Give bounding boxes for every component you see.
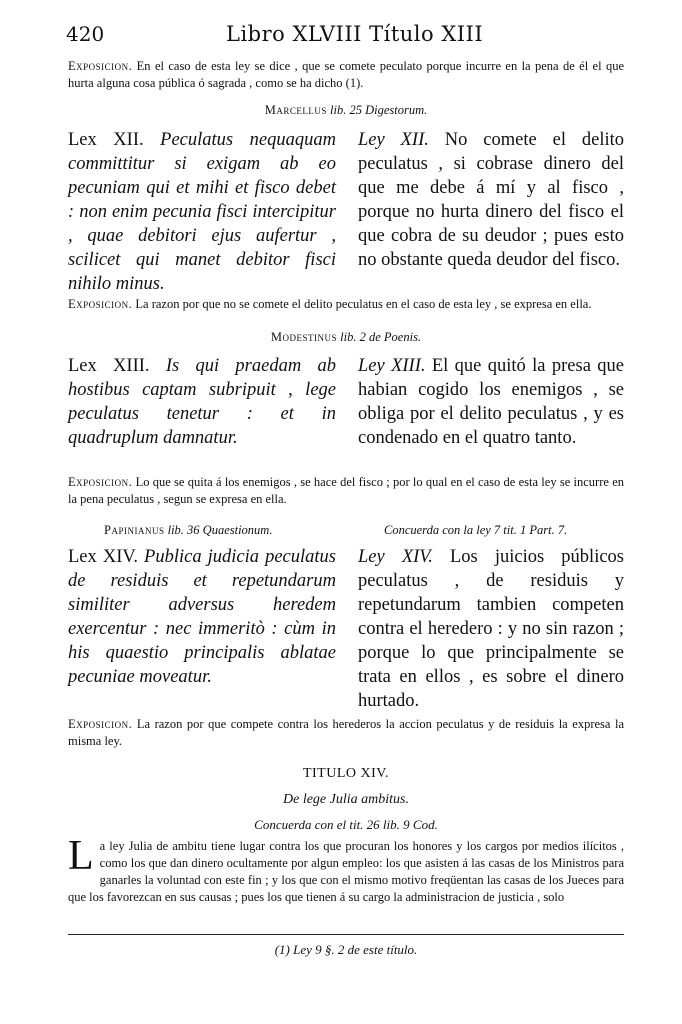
concordance-note: Concuerda con la ley 7 tit. 1 Part. 7. xyxy=(384,523,568,537)
ley-number: Ley XIII. xyxy=(358,356,426,376)
footnote: (1) Ley 9 §. 2 de este título. xyxy=(274,942,418,957)
source-line xyxy=(68,102,624,119)
latin-body: Publica judicia peculatus de residuis et repetundarum similiter adversus heredem exercentur : nec immeritò : cùm in his quaestio principalis ablatae pecuniae moveatur. xyxy=(68,547,336,687)
exposicion-paragraph xyxy=(68,716,624,750)
lex-number: Lex XII. xyxy=(68,130,144,150)
exposicion-label: Exposicion. xyxy=(68,475,133,489)
source-author: Marcellus xyxy=(264,103,327,117)
exposicion-text: La razon por que no se comete el delito peculatus en el caso de esta ley , se expresa en ella. xyxy=(135,297,592,311)
latin-text-lex-14 xyxy=(68,545,336,689)
source-line xyxy=(104,522,344,539)
exposicion-paragraph xyxy=(68,474,624,508)
exposicion-label: Exposicion. xyxy=(68,297,133,311)
lex-number: Lex XIII. xyxy=(68,356,150,376)
page-header xyxy=(66,22,622,50)
source-reference: lib. 25 Digestorum. xyxy=(330,103,428,117)
latin-text-lex-12 xyxy=(68,128,336,296)
exposicion-text: La razon por que compete contra los herederos la accion peculatus y de residuis la expresa la misma ley. xyxy=(68,717,625,748)
ley-number: Ley XII. xyxy=(358,130,429,150)
exposicion-paragraph xyxy=(68,58,624,92)
running-title: Libro XLVIII Título XIII xyxy=(226,22,484,46)
section-subtitle: De lege Julia ambitus. xyxy=(283,792,409,807)
source-line xyxy=(68,329,624,346)
exposicion-paragraph xyxy=(68,296,624,313)
spanish-text-ley-14 xyxy=(358,545,624,713)
source-author: Modestinus xyxy=(270,330,338,344)
exposicion-label: Exposicion. xyxy=(68,59,133,73)
section-heading: TITULO XIV. xyxy=(302,766,390,781)
spanish-body: Los juicios públicos peculatus , de residuis y repetundarum tambien competen contra el heredero : y no sin razon ; porque lo que principalmente se trata en ellos , es sobre el dinero hurtado. xyxy=(358,547,624,711)
footnote-divider xyxy=(68,934,624,935)
exposicion-text: En el caso de esta ley se dice , que se comete peculato porque incurre en la pena de él el que hurta alguna cosa pública ó sagrada , como se ha dicho (1). xyxy=(68,59,625,90)
section-body xyxy=(68,833,624,906)
exposicion-label: Exposicion. xyxy=(68,717,133,731)
spanish-text-ley-13 xyxy=(358,354,624,450)
latin-body: Peculatus nequaquam committitur si exigam ab eo pecuniam qui et mihi et fisco debet : non enim pecunia fisci intercipitur , quae debitori ejus aufertur , scilicet qui manet debitor fisci nihilo minus. xyxy=(68,130,336,294)
source-reference: lib. 2 de Poenis. xyxy=(340,330,422,344)
exposicion-text: Lo que se quita á los enemigos , se hace del fisco ; por lo qual en el caso de esta ley se incurre en la pena peculatus , segun se expresa en ella. xyxy=(68,475,625,506)
lex-number: Lex XIV. xyxy=(68,547,138,567)
page-number: 420 xyxy=(66,22,105,46)
spanish-text-ley-12 xyxy=(358,128,624,272)
drop-cap: L xyxy=(68,833,94,879)
ley-number: Ley XIV. xyxy=(358,547,433,567)
section-concordance: Concuerda con el tit. 26 lib. 9 Cod. xyxy=(254,817,438,832)
section-body-text: a ley Julia de ambitu tiene lugar contra los que procuran los honores y los cargos por medios ilícitos , como los que dan dinero ocultamente por algun empleo: los que asisten á las casas de los Ministros para ganarles la voluntad con este fin ; y los que con el mismo motivo freqüentan las casas de los Jueces para que los favorezcan en sus causas ; pues los que tienen á su cargo la administracion de justicia , solo xyxy=(68,839,624,904)
spanish-body: No comete el delito peculatus , si cobrase dinero del que me debe á mí y al fisco , porque no hurta dinero del fisco el que cobra de su deudor ; pues esto no obstante queda deudor del fisco. xyxy=(358,130,624,270)
source-reference: lib. 36 Quaestionum. xyxy=(167,523,273,537)
source-author: Papinianus xyxy=(104,523,165,537)
latin-body: Is qui praedam ab hostibus captam subripuit , lege peculatus tenetur : et in quadruplum damnatur. xyxy=(68,356,336,448)
latin-text-lex-13 xyxy=(68,354,336,450)
spanish-body: El que quitó la presa que habian cogido los enemigos , se obliga por el delito peculatus , y es condenado en el quatro tanto. xyxy=(358,356,625,448)
